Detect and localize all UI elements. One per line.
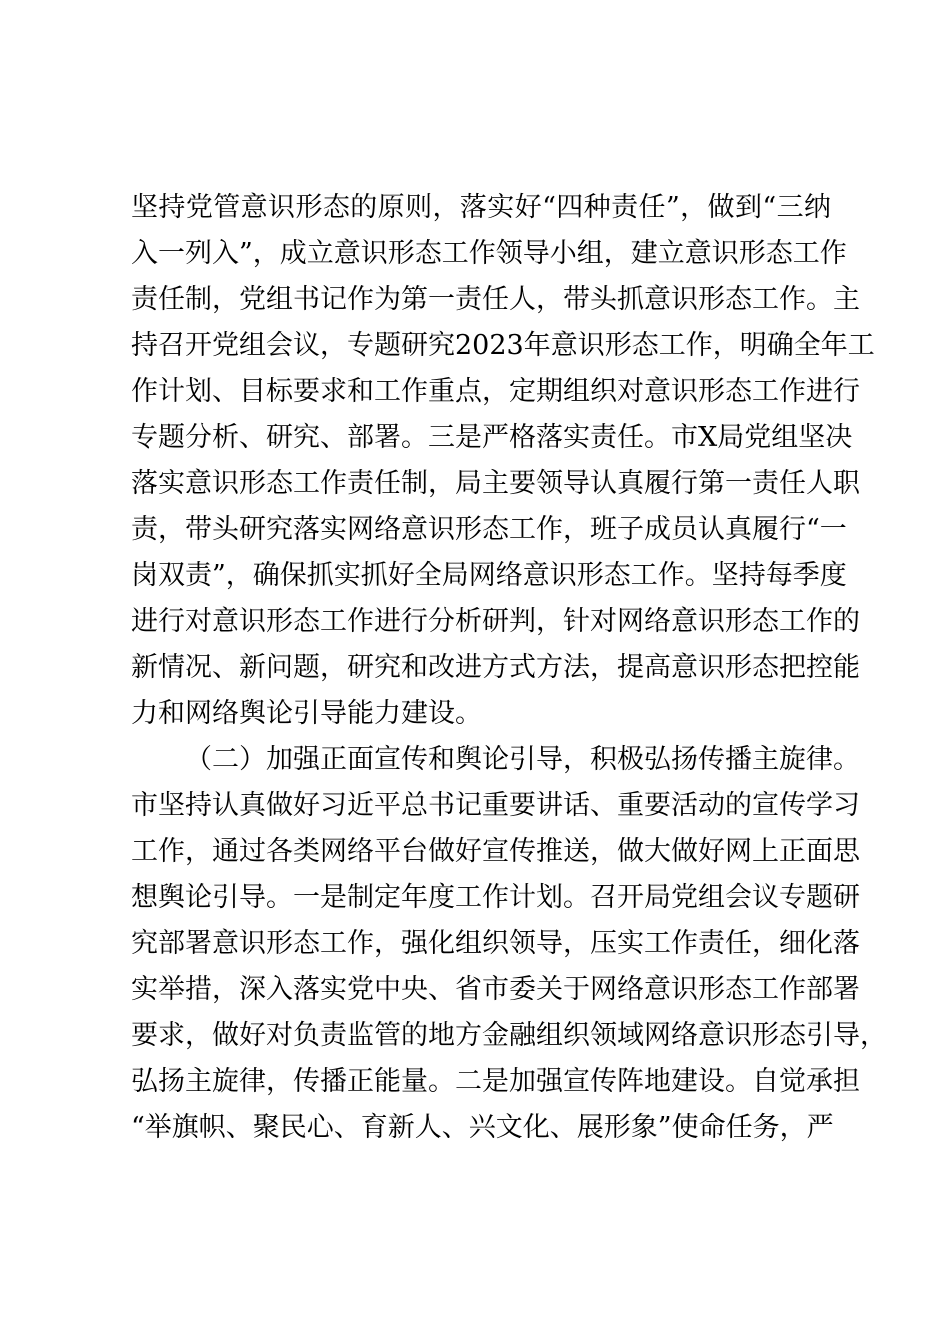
paragraph-line: 责，带头研究落实网络意识形态工作，班子成员认真履行“一 [131, 514, 847, 545]
paragraph-line: 持召开党组会议，专题研究2023年意识形态工作，明确全年工 [131, 330, 875, 361]
paragraph-line: 新情况、新问题，研究和改进方式方法，提高意识形态把控能 [131, 652, 860, 683]
paragraph-line: 作计划、目标要求和工作重点，定期组织对意识形态工作进行 [131, 376, 860, 407]
paragraph-line: 责任制，党组书记作为第一责任人，带头抓意识形态工作。主 [131, 284, 860, 315]
paragraph-line: 力和网络舆论引导能力建设。 [131, 698, 482, 729]
paragraph-line: 专题分析、研究、部署。三是严格落实责任。市X局党组坚决 [131, 422, 853, 453]
paragraph-line: 想舆论引导。一是制定年度工作计划。召开局党组会议专题研 [131, 882, 860, 913]
section-heading: （二）加强正面宣传和舆论引导，积极弘扬传播主旋律。 [185, 744, 860, 775]
paragraph-line: 实举措，深入落实党中央、省市委关于网络意识形态工作部署 [131, 974, 860, 1005]
paragraph-line: 进行对意识形态工作进行分析研判，针对网络意识形态工作的 [131, 606, 860, 637]
paragraph-line: 岗双责”，确保抓实抓好全局网络意识形态工作。坚持每季度 [131, 560, 847, 591]
paragraph-line: 工作，通过各类网络平台做好宣传推送，做大做好网上正面思 [131, 836, 860, 867]
paragraph-line: “举旗帜、聚民心、育新人、兴文化、展形象”使命任务，严 [131, 1112, 834, 1143]
document-body [131, 185, 887, 1151]
paragraph-line: 弘扬主旋律，传播正能量。二是加强宣传阵地建设。自觉承担 [131, 1066, 860, 1097]
paragraph-line: 坚持党管意识形态的原则，落实好“四种责任”，做到“三纳 [131, 192, 831, 223]
paragraph-line: 要求，做好对负责监管的地方金融组织领域网络意识形态引导， [131, 1020, 887, 1051]
paragraph-line: 落实意识形态工作责任制，局主要领导认真履行第一责任人职 [131, 468, 860, 499]
paragraph-line: 入一列入”，成立意识形态工作领导小组，建立意识形态工作 [131, 238, 847, 269]
paragraph-line: 究部署意识形态工作，强化组织领导，压实工作责任，细化落 [131, 928, 860, 959]
paragraph-line: 市坚持认真做好习近平总书记重要讲话、重要活动的宣传学习 [131, 790, 860, 821]
